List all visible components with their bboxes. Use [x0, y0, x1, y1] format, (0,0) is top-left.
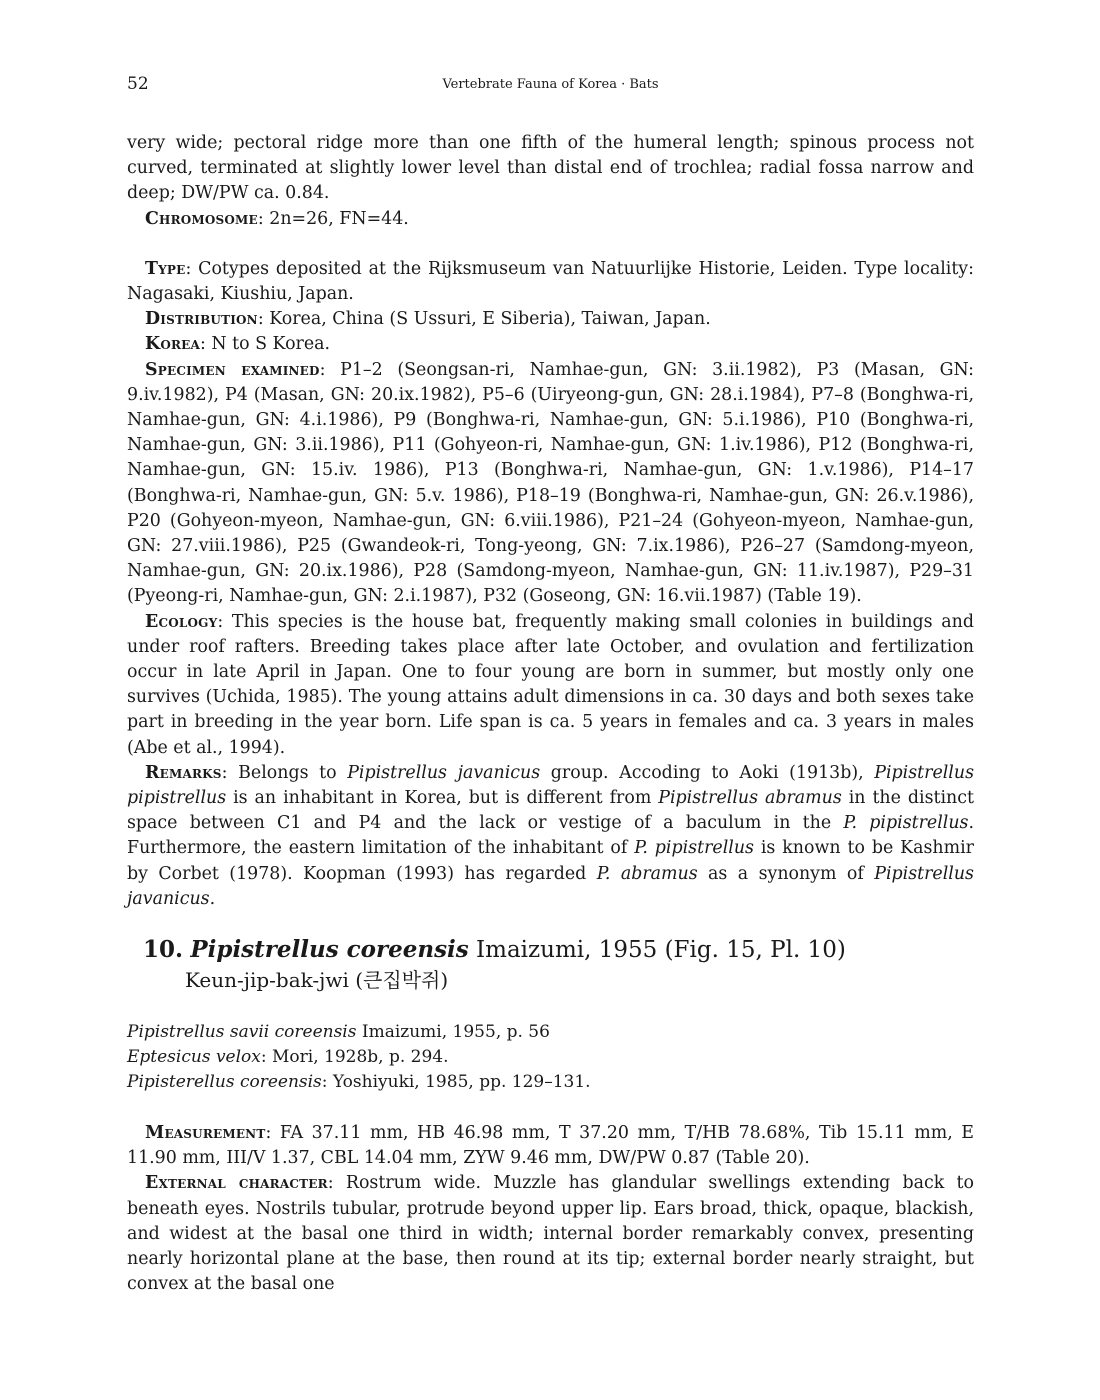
- section-scientific-name: Pipistrellus coreensis: [190, 936, 469, 963]
- external-character-text: : Rostrum wide. Muzzle has glandular swellings extending back to beneath eyes. Nostrils tubular, protrude beyond upper lip. Ears broad, thick, opaque, blackish, and widest at the basal one third in width; internal border remarkably convex, presenting nearly horizontal plane at the base, then round at its tip; external border nearly straight, but convex at the basal one: [127, 1173, 974, 1295]
- page-number: 52: [127, 74, 149, 94]
- distribution-paragraph: [127, 307, 974, 332]
- synonym-name: Pipistrellus savii coreensis: [127, 1022, 357, 1042]
- species-name: P. pipistrellus: [634, 838, 754, 859]
- distribution-heading: Distribution: [145, 309, 258, 330]
- synonym-entry: [127, 1020, 974, 1045]
- remarks-heading: Remarks: [145, 762, 222, 783]
- remarks-text: group. Accoding to Aoki (1913b),: [540, 762, 875, 783]
- species-name: P. abramus: [596, 863, 698, 884]
- synonym-entry: [127, 1045, 974, 1070]
- remarks-text: : Belongs to: [221, 762, 348, 783]
- section-title: [143, 935, 974, 965]
- remarks-text: is an inhabitant in Korea, but is different from: [226, 788, 659, 809]
- remarks-text: .: [209, 888, 216, 909]
- species-name: Pipistrellus javanicus: [127, 863, 974, 909]
- synonym-name: Eptesicus velox: [127, 1047, 261, 1067]
- synonym-ref: : Mori, 1928b, p. 294.: [260, 1047, 449, 1067]
- synonym-entry: [127, 1070, 974, 1095]
- chromosome-heading: Chromosome: [145, 208, 258, 229]
- remarks-text: is known to be Kashmir by Corbet (1978). Koopman (1993) has regarded: [127, 838, 974, 884]
- section-number: 10.: [143, 936, 184, 963]
- type-paragraph: [127, 257, 974, 307]
- section-common-name: Keun-jip-bak-jwi (큰집박쥐): [185, 968, 449, 992]
- external-character-heading: External character: [145, 1173, 328, 1194]
- remarks-paragraph: [127, 761, 974, 912]
- specimen-heading: Specimen examined: [145, 359, 320, 380]
- type-heading: Type: [145, 258, 186, 279]
- ecology-heading: Ecology: [145, 611, 218, 632]
- synonym-name: Pipisterellus coreensis: [127, 1072, 322, 1092]
- type-text: : Cotypes deposited at the Rijksmuseum van Natuurlijke Historie, Leiden. Type locality: Nagasaki, Kiushiu, Japan.: [127, 258, 974, 305]
- species-name: Pipistrellus pipistrellus: [127, 762, 974, 809]
- distribution-text: : Korea, China (S Ussuri, E Siberia), Taiwan, Japan.: [257, 309, 711, 330]
- chromosome-paragraph: [127, 207, 974, 232]
- species-name: Pipistrellus javanicus: [347, 762, 541, 783]
- external-character-paragraph: [127, 1171, 974, 1297]
- top-text-block: [127, 131, 974, 912]
- running-title: Vertebrate Fauna of Korea · Bats: [442, 77, 659, 92]
- korea-paragraph: [127, 332, 974, 357]
- synonym-ref: Imaizumi, 1955, p. 56: [356, 1022, 550, 1042]
- specimen-text: : P1–2 (Seongsan-ri, Namhae-gun, GN: 3.ii.1982), P3 (Masan, GN: 9.iv.1982), P4 (Masan, GN: 20.ix.1982), P5–6 (Uiryeong-gun, GN: 28.i.1984), P7–8 (Bonghwa-ri, Namhae-gun, GN: 4.i.1986), P9 (Bonghwa-ri, Namhae-gun, GN: 5.i.1986), P10 (Bonghwa-ri, Namhae-gun, GN: 3.ii.1986), P11 (Gohyeon-ri, Namhae-gun, GN: 1.iv.1986), P12 (Bonghwa-ri, Namhae-gun, GN: 15.iv. 1986), P13 (Bonghwa-ri, Namhae-gun, GN: 1.v.1986), P14–17 (Bonghwa-ri, Namhae-gun, GN: 5.v. 1986), P18–19 (Bonghwa-ri, Namhae-gun, GN: 26.v.1986), P20 (Gohyeon-myeon, Namhae-gun, GN: 6.viii.1986), P21–24 (Gohyeon-myeon, Namhae-gun, GN: 27.viii.1986), P25 (Gwandeok-ri, Tong-yeong, GN: 7.ix.1986), P26–27 (Samdong-myeon, Namhae-gun, GN: 20.ix.1986), P28 (Samdong-myeon, Namhae-gun, GN: 11.iv.1987), P29–31 (Pyeong-ri, Namhae-gun, GN: 2.i.1987), P32 (Goseong, GN: 16.vii.1987) (Table 19).: [127, 359, 974, 607]
- synonym-ref: : Yoshiyuki, 1985, pp. 129–131.: [321, 1072, 591, 1092]
- remarks-text: in the distinct space between C1 and P4 and the lack or vestige of a baculum in the: [127, 788, 974, 834]
- section-author-refs: Imaizumi, 1955 (Fig. 15, Pl. 10): [468, 937, 846, 963]
- korea-heading: Korea: [145, 334, 200, 355]
- measurement-paragraph: [127, 1121, 974, 1171]
- measurement-text: : FA 37.11 mm, HB 46.98 mm, T 37.20 mm, T/HB 78.68%, Tib 15.11 mm, E 11.90 mm, III/V 1.37, CBL 14.04 mm, ZYW 9.46 mm, DW/PW 0.87 (Table 20).: [127, 1123, 974, 1169]
- ecology-paragraph: [127, 610, 974, 761]
- ecology-text: : This species is the house bat, frequently making small colonies in buildings and under roof rafters. Breeding takes place after late October, and ovulation and fertilization occur in late April in Japan. One to four young are born in summer, but mostly only one survives (Uchida, 1985). The young attains adult dimensions in ca. 30 days and both sexes take part in breeding in the year born. Life span is ca. 5 years in females and ca. 3 years in males (Abe et al., 1994).: [127, 611, 974, 758]
- spacer: [127, 232, 974, 257]
- remarks-text: as a synonym of: [697, 863, 875, 884]
- specimen-paragraph: [127, 358, 974, 610]
- korea-text: : N to S Korea.: [200, 334, 331, 355]
- species-section-heading: [127, 935, 974, 995]
- species-name: P. pipistrellus: [843, 813, 969, 834]
- page-header: [127, 74, 974, 96]
- remarks-text: . Furthermore, the eastern limitation of the inhabitant of: [127, 813, 974, 859]
- species-name: Pipistrellus abramus: [658, 788, 842, 809]
- synonym-list: [127, 1020, 974, 1095]
- continuation-paragraph: very wide; pectoral ridge more than one fifth of the humeral length; spinous process not curved, terminated at slightly lower level than distal end of trochlea; radial fossa narrow and deep; DW/PW ca. 0.84.: [127, 133, 974, 204]
- chromosome-text: : 2n=26, FN=44.: [257, 208, 409, 229]
- bottom-text-block: [127, 1121, 974, 1297]
- measurement-heading: Measurement: [145, 1123, 266, 1143]
